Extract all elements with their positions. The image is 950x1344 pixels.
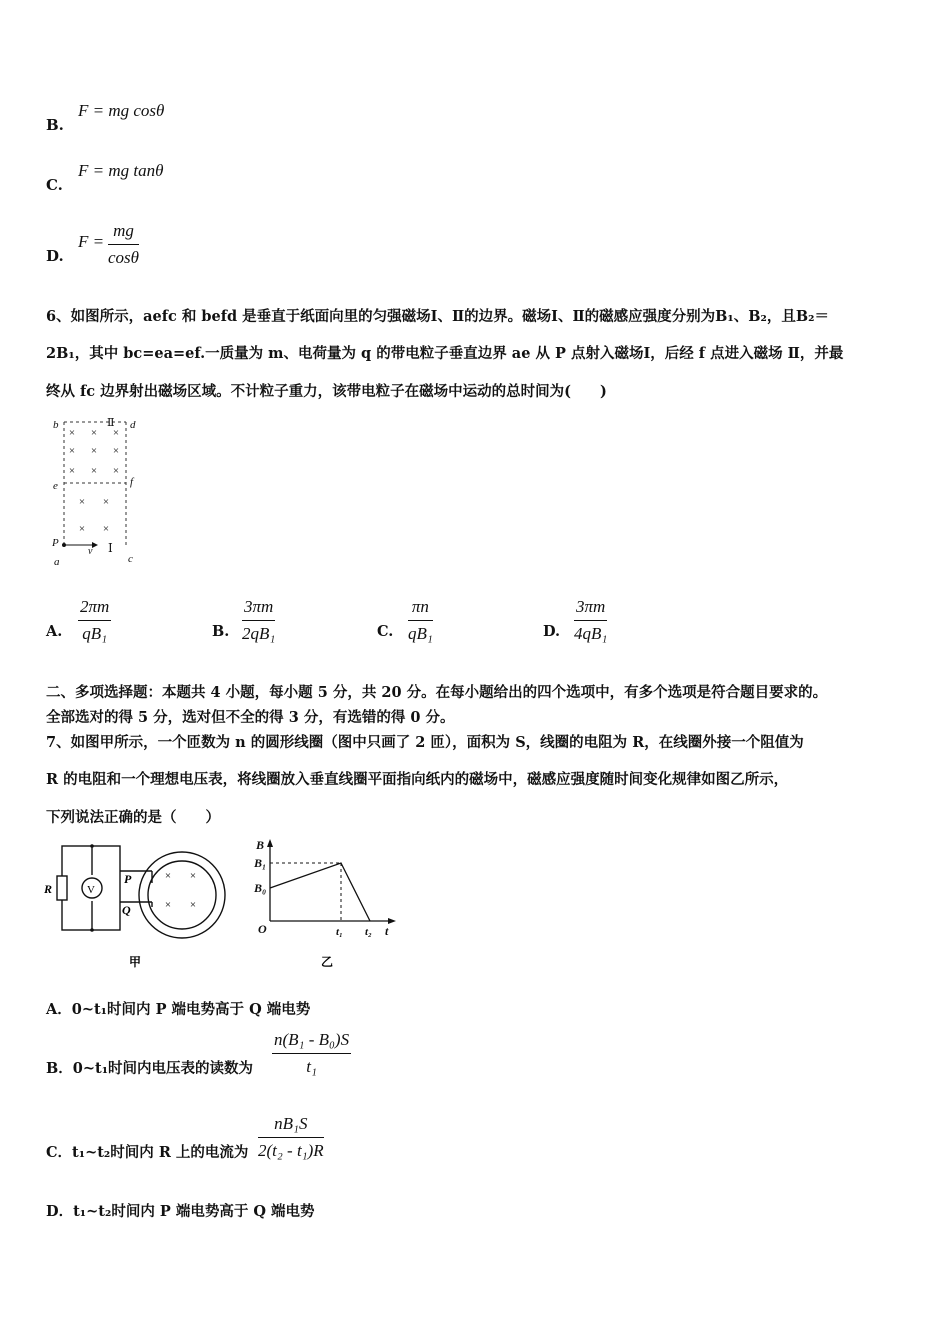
field-cross: ×	[78, 523, 86, 535]
figure-caption-yi: 乙	[320, 955, 334, 969]
fraction-denominator: qB₁	[408, 624, 433, 643]
terminal-p-label: P	[124, 872, 132, 886]
q6-option-c-label: C.	[377, 623, 394, 640]
q7-text-line-3: 下列说法正确的是（ ）	[46, 809, 220, 826]
label-f: f	[130, 476, 134, 488]
label-v: v	[88, 546, 93, 557]
field-cross: ×	[68, 427, 76, 439]
field-cross: ×	[90, 465, 98, 477]
q6-option-d-fraction	[574, 597, 607, 644]
terminal-q-label: Q	[122, 903, 131, 917]
field-cross: ×	[112, 427, 120, 439]
region-1-label: Ⅰ	[108, 541, 113, 555]
q5-option-d-fraction	[108, 221, 139, 268]
q7-option-d: D．t₁~t₂时间内 P 端电势高于 Q 端电势	[46, 1203, 315, 1220]
field-cross: ×	[164, 899, 172, 911]
q5-option-c-formula: F = mg tanθ	[78, 161, 164, 180]
fraction-numerator: 2πm	[78, 597, 111, 621]
fraction-numerator: nB₁S	[258, 1114, 324, 1138]
q6-option-a-label: A.	[46, 623, 63, 640]
t2-label: t₂	[365, 926, 372, 938]
field-cross: ×	[112, 465, 120, 477]
field-cross: ×	[68, 465, 76, 477]
q7-text-line-2: R 的电阻和一个理想电压表，将线圈放入垂直线圈平面指向纸内的磁场中，磁感应强度随时间变化规律如图乙所示，	[46, 771, 789, 788]
q6-magnetic-field-figure	[46, 412, 156, 572]
q7-option-c-text: C．t₁~t₂时间内 R 上的电流为	[46, 1144, 249, 1161]
axis-b-label: B	[256, 838, 265, 852]
section2-heading-line-2: 全部选对的得 5 分，选对但不全的得 3 分，有选错的得 0 分。	[46, 709, 455, 726]
fraction-numerator: mg	[108, 221, 139, 245]
q6-option-a-fraction	[78, 597, 111, 644]
q7-figure-jia-circuit	[42, 833, 242, 973]
q7-option-c-fraction	[258, 1114, 324, 1161]
figure-caption-jia: 甲	[128, 955, 142, 969]
label-p: P	[52, 537, 59, 549]
q5-option-c-label: C.	[46, 176, 63, 194]
q6-option-c-fraction	[408, 597, 433, 644]
fraction-denominator: 2qB₁	[242, 624, 276, 643]
b1-label: B₁	[254, 856, 267, 870]
q7-option-b-text: B．0~t₁时间内电压表的读数为	[46, 1060, 254, 1077]
voltmeter-label: V	[87, 884, 95, 896]
q6-text-line-3: 终从 fc 边界射出磁场区域。不计粒子重力，该带电粒子在磁场中运动的总时间为( )	[46, 383, 607, 400]
resistor-label: R	[44, 882, 53, 896]
q6-option-d-label: D.	[543, 623, 561, 640]
field-cross: ×	[189, 870, 197, 882]
q7-option-b-fraction	[272, 1030, 351, 1077]
q6-text-line-1: 6、如图所示，aefc 和 befd 是垂直于纸面向里的匀强磁场Ⅰ、Ⅱ的边界。磁场Ⅰ、Ⅱ的磁感应强度分别为B₁、B₂，且B₂＝	[46, 308, 829, 325]
q7-figure-yi-graph	[252, 833, 402, 973]
q5-option-d-lhs: F =	[78, 232, 105, 251]
section2-heading-line-1: 二、多项选择题：本题共 4 小题，每小题 5 分，共 20 分。在每小题给出的四个选项中，有多个选项是符合题目要求的。	[46, 684, 828, 701]
field-cross: ×	[189, 899, 197, 911]
axis-t-label: t	[385, 924, 389, 938]
field-cross: ×	[68, 445, 76, 457]
label-b: b	[53, 419, 59, 431]
field-cross: ×	[102, 496, 110, 508]
label-d: d	[130, 419, 136, 431]
q6-option-b-label: B.	[212, 623, 230, 640]
label-a: a	[54, 556, 60, 568]
fraction-denominator: qB₁	[82, 624, 108, 643]
q5-option-b-formula: F = mg cosθ	[78, 101, 165, 120]
t1-label: t₁	[336, 926, 343, 938]
q5-option-b-label: B.	[46, 116, 64, 134]
fraction-numerator: 3πm	[242, 597, 275, 621]
fraction-numerator: n(B₁ - B₀)S	[272, 1030, 351, 1054]
q6-option-b-fraction	[242, 597, 275, 644]
field-cross: ×	[78, 496, 86, 508]
q6-text-line-2: 2B₁，其中 bc=ea=ef.一质量为 m、电荷量为 q 的带电粒子垂直边界 ae 从 P 点射入磁场Ⅰ，后经 f 点进入磁场 Ⅱ，并最	[46, 345, 844, 362]
fraction-numerator: 3πm	[574, 597, 607, 621]
field-cross: ×	[112, 445, 120, 457]
fraction-numerator: πn	[408, 597, 433, 621]
label-e: e	[53, 480, 58, 492]
fraction-denominator: cosθ	[108, 248, 140, 267]
field-cross: ×	[102, 523, 110, 535]
field-cross: ×	[164, 870, 172, 882]
fraction-denominator: 2(t₂ - t₁)R	[258, 1141, 324, 1160]
fraction-denominator: t₁	[306, 1057, 317, 1076]
origin-label: O	[258, 922, 267, 936]
q7-option-a: A．0~t₁时间内 P 端电势高于 Q 端电势	[46, 1001, 311, 1018]
q5-option-d-label: D.	[46, 247, 64, 265]
region-2-label: Ⅱ	[107, 417, 115, 429]
q7-text-line-1: 7、如图甲所示，一个匝数为 n 的圆形线圈（图中只画了 2 匝），面积为 S，线圈的电阻为 R，在线圈外接一个阻值为	[46, 734, 804, 751]
b0-label: B₀	[254, 881, 267, 895]
label-c: c	[128, 553, 133, 565]
field-cross: ×	[90, 427, 98, 439]
fraction-denominator: 4qB₁	[574, 624, 608, 643]
field-cross: ×	[90, 445, 98, 457]
